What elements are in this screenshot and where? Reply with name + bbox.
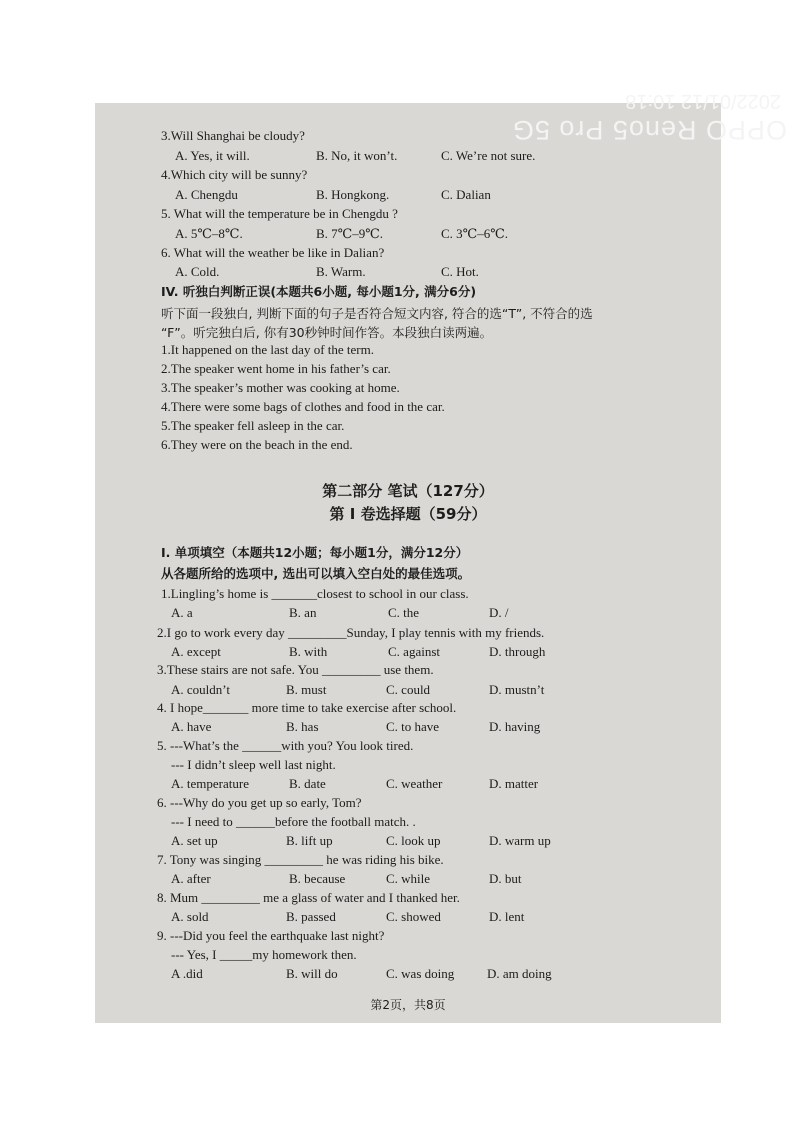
- question-stem: 4. I hope_______ more time to take exercise after school.: [157, 700, 457, 715]
- option: D. but: [489, 871, 522, 886]
- option: C. the: [388, 605, 420, 620]
- option: A. Yes, it will.: [175, 148, 250, 163]
- option: B. lift up: [286, 833, 333, 848]
- question-reply: --- Yes, I _____my homework then.: [171, 947, 357, 962]
- section-title: Ⅰ. 单项填空（本题共12小题；每小题1分，满分12分）: [161, 545, 469, 560]
- option: A. except: [171, 644, 221, 659]
- option: A. Cold.: [175, 264, 220, 279]
- question-stem: 1.Lingling’s home is _______closest to school in our class.: [161, 586, 469, 601]
- option: A. Chengdu: [175, 187, 238, 202]
- section-instructions: 听下面一段独白, 判断下面的句子是否符合短文内容, 符合的选“T”, 不符合的选: [161, 306, 593, 321]
- option: D. lent: [489, 909, 525, 924]
- option: C. weather: [386, 776, 443, 791]
- option: B. has: [286, 719, 319, 734]
- option: D. through: [489, 644, 546, 659]
- option: D. matter: [489, 776, 539, 791]
- statement: 3.The speaker’s mother was cooking at home.: [161, 380, 400, 395]
- option: C. showed: [386, 909, 441, 924]
- part-subtitle: 第 Ⅰ 卷选择题（59分）: [329, 505, 487, 523]
- question-stem: 5. What will the temperature be in Chengdu ?: [161, 206, 398, 221]
- option: D. /: [489, 605, 509, 620]
- option: C. while: [386, 871, 431, 886]
- camera-watermark: [467, 89, 787, 147]
- option: B. must: [286, 682, 327, 697]
- statement: 2.The speaker went home in his father’s car.: [161, 361, 391, 376]
- option: A. have: [171, 719, 212, 734]
- option: B. will do: [286, 966, 338, 981]
- option: C. against: [388, 644, 440, 659]
- question-reply: --- I need to ______before the football match. .: [171, 814, 416, 829]
- option: A. set up: [171, 833, 218, 848]
- option: B. Hongkong.: [316, 187, 390, 202]
- statement: 5.The speaker fell asleep in the car.: [161, 418, 345, 433]
- option: A. sold: [171, 909, 209, 924]
- option: A. 5℃–8℃.: [175, 226, 243, 241]
- part-title: 第二部分 笔试（127分）: [322, 482, 494, 500]
- section-instructions: 从各题所给的选项中, 选出可以填入空白处的最佳选项。: [161, 566, 471, 581]
- statement: 4.There were some bags of clothes and food in the car.: [161, 399, 445, 414]
- question-stem: 9. ---Did you feel the earthquake last night?: [157, 928, 385, 943]
- watermark-brand: OPPO Reno5 Pro 5G: [511, 115, 787, 145]
- option: B. an: [289, 605, 317, 620]
- option: B. passed: [286, 909, 336, 924]
- statement: 6.They were on the beach in the end.: [161, 437, 353, 452]
- option: C. to have: [386, 719, 440, 734]
- option: B. because: [289, 871, 346, 886]
- question-stem: 6. ---Why do you get up so early, Tom?: [157, 795, 362, 810]
- option: C. was doing: [386, 966, 455, 981]
- option: B. 7℃–9℃.: [316, 226, 384, 241]
- statement: 1.It happened on the last day of the term.: [161, 342, 374, 357]
- question-stem: 2.I go to work every day _________Sunday, I play tennis with my friends.: [157, 625, 545, 640]
- option: B. with: [289, 644, 328, 659]
- question-reply: --- I didn’t sleep well last night.: [171, 757, 336, 772]
- option: C. look up: [386, 833, 441, 848]
- option: C. Hot.: [441, 264, 479, 279]
- option: B. Warm.: [316, 264, 366, 279]
- section-instructions: “F”。听完独白后, 你有30秒钟时间作答。本段独白读两遍。: [161, 325, 493, 340]
- section-title: IV. 听独白判断正误(本题共6小题, 每小题1分, 满分6分): [161, 284, 477, 299]
- option: A .did: [171, 966, 203, 981]
- exam-page: [95, 90, 787, 1023]
- question-stem: 3.These stairs are not safe. You _________ use them.: [157, 662, 434, 677]
- option: C. We’re not sure.: [441, 148, 536, 163]
- option: D. having: [489, 719, 541, 734]
- option: B. date: [289, 776, 326, 791]
- question-stem: 5. ---What’s the ______with you? You look tired.: [157, 738, 414, 753]
- watermark-timestamp: 2022/01/12 10:18: [625, 90, 781, 112]
- option: A. a: [171, 605, 193, 620]
- option: B. No, it won’t.: [316, 148, 398, 163]
- option: C. 3℃–6℃.: [441, 226, 509, 241]
- option: C. Dalian: [441, 187, 491, 202]
- question-stem: 3.Will Shanghai be cloudy?: [161, 128, 305, 143]
- option: A. temperature: [171, 776, 249, 791]
- option: C. could: [386, 682, 431, 697]
- question-stem: 6. What will the weather be like in Dalian?: [161, 245, 385, 260]
- question-stem: 7. Tony was singing _________ he was riding his bike.: [157, 852, 444, 867]
- option: A. couldn’t: [171, 682, 230, 697]
- page-footer: 第2页，共8页: [370, 998, 446, 1012]
- question-stem: 8. Mum _________ me a glass of water and I thanked her.: [157, 890, 460, 905]
- question-stem: 4.Which city will be sunny?: [161, 167, 308, 182]
- option: D. am doing: [487, 966, 552, 981]
- option: D. mustn’t: [489, 682, 545, 697]
- option: D. warm up: [489, 833, 551, 848]
- option: A. after: [171, 871, 211, 886]
